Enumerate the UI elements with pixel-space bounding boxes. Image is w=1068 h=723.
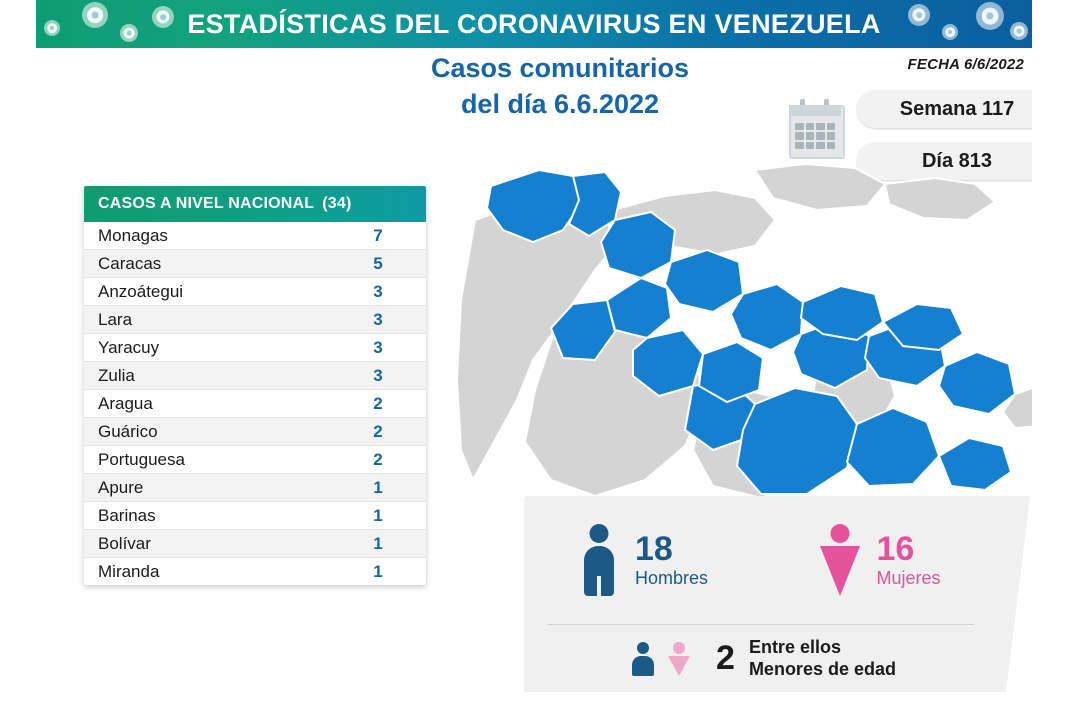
bottom-margin (0, 711, 1068, 723)
state-name: Bolívar (98, 533, 151, 553)
state-name: Portuguesa (98, 449, 185, 469)
minors-stat (524, 625, 998, 691)
header-banner (36, 0, 1032, 48)
table-row (84, 334, 426, 362)
table-row (84, 446, 426, 474)
map-region-inactive (755, 164, 885, 210)
minors-count: 2 (716, 638, 735, 677)
women-label: Mujeres (876, 568, 941, 589)
woman-icon (818, 524, 862, 596)
minors-line-1: Entre ellos (748, 636, 841, 657)
national-cases-table (84, 186, 426, 585)
women-stat-text (876, 529, 941, 589)
calendar-icon (789, 99, 841, 155)
table-row (84, 558, 426, 585)
sex-stats-row (524, 496, 998, 624)
week-badge: Semana 117 (857, 90, 1057, 128)
state-cases: 1 (373, 505, 383, 525)
state-name: Anzoátegui (98, 281, 184, 301)
men-stat-text (634, 529, 709, 589)
minors-text (749, 636, 896, 681)
map-region-active (665, 250, 743, 312)
subtitle (300, 50, 820, 122)
right-margin (1032, 0, 1068, 723)
state-name: Apure (98, 477, 144, 497)
page-title: ESTADÍSTICAS DEL CORONAVIRUS EN VENEZUELA (187, 9, 881, 39)
state-cases: 1 (373, 533, 383, 553)
state-name: Barinas (98, 505, 156, 525)
state-cases: 1 (373, 561, 383, 581)
children-icon (626, 638, 702, 678)
map-region-active (939, 438, 1011, 490)
subtitle-line-1: Casos comunitarios (430, 53, 690, 83)
venezuela-map (455, 150, 1055, 510)
men-stat (524, 524, 761, 596)
subtitle-line-2: del día 6.6.2022 (460, 89, 660, 119)
day-badge: Día 813 (857, 142, 1057, 180)
table-header-count: (34) (322, 195, 352, 212)
map-region-active (939, 352, 1015, 414)
table-row (84, 222, 426, 250)
state-name: Aragua (98, 393, 153, 413)
women-stat (761, 524, 998, 596)
state-name: Lara (98, 309, 133, 329)
man-icon (577, 524, 621, 596)
state-cases: 3 (373, 309, 383, 329)
table-row (84, 306, 426, 334)
table-row (84, 502, 426, 530)
table-row (84, 362, 426, 390)
table-header-label: CASOS A NIVEL NACIONAL (98, 195, 315, 212)
men-count: 18 (634, 529, 673, 568)
state-cases: 3 (373, 337, 383, 357)
state-name: Miranda (98, 561, 160, 581)
map-region-active (737, 388, 857, 494)
women-count: 16 (876, 529, 915, 568)
table-row (84, 390, 426, 418)
table-row (84, 418, 426, 446)
map-region-inactive (885, 178, 995, 220)
state-name: Yaracuy (98, 337, 160, 357)
table-row (84, 474, 426, 502)
state-cases: 3 (373, 281, 383, 301)
left-margin (0, 0, 36, 723)
minors-line-2: Menores de edad (748, 659, 896, 679)
men-label: Hombres (634, 568, 709, 589)
table-row (84, 278, 426, 306)
state-cases: 3 (373, 365, 383, 385)
state-name: Caracas (98, 253, 162, 273)
table-header (84, 186, 426, 222)
state-cases: 7 (373, 225, 383, 245)
table-row (84, 530, 426, 558)
date-label: FECHA 6/6/2022 (907, 56, 1024, 73)
state-cases: 5 (373, 253, 383, 273)
state-name: Guárico (98, 421, 158, 441)
state-cases: 1 (373, 477, 383, 497)
state-cases: 2 (373, 449, 383, 469)
table-row (84, 250, 426, 278)
state-cases: 2 (373, 393, 383, 413)
state-name: Zulia (98, 365, 135, 385)
map-region-active (607, 278, 671, 338)
state-cases: 2 (373, 421, 383, 441)
sex-breakdown-panel (524, 496, 998, 692)
state-name: Monagas (98, 225, 168, 245)
